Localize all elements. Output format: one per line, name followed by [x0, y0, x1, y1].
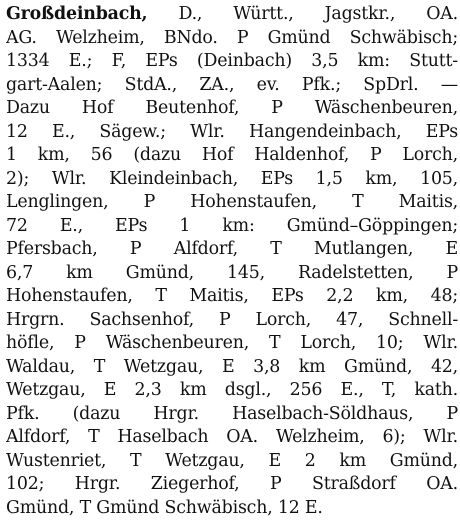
directory-entry [6, 3, 458, 520]
entry-line-14: Hrgrn. Sachsenhof, P Lorch, 47, Schnell- [6, 309, 458, 333]
entry-line-4: gart-Aalen; StdA., ZA., ev. Pfk.; SpDrl. — [6, 74, 458, 98]
entry-line-6: 12 E., Sägew.; Wlr. Hangendeinbach, EPs [6, 121, 458, 145]
entry-line-13: Hohenstaufen, T Maitis, EPs 2,2 km, 48; [6, 285, 458, 309]
entry-line-9: Lenglingen, P Hohenstaufen, T Maitis, [6, 191, 458, 215]
entry-line-3: 1334 E.; F, EPs (Deinbach) 3,5 km: Stutt- [6, 50, 458, 74]
entry-line-15: höfle, P Wäschenbeuren, T Lorch, 10; Wlr. [6, 332, 458, 356]
entry-line-8: 2); Wlr. Kleindeinbach, EPs 1,5 km, 105, [6, 168, 458, 192]
entry-line-17: Wetzgau, E 2,3 km dsgl., 256 E., T, kath. [6, 379, 458, 403]
entry-line-1-text: D., Württ., Jagstkr., OA. [147, 4, 458, 24]
entry-line-2: AG. Welzheim, BNdo. P Gmünd Schwäbisch; [6, 27, 458, 51]
entry-line-22: Gmünd, T Gmünd Schwäbisch, 12 E. [6, 497, 458, 520]
entry-line-20: Wustenriet, T Wetzgau, E 2 km Gmünd, [6, 450, 458, 474]
entry-line-7: 1 km, 56 (dazu Hof Haldenhof, P Lorch, [6, 144, 458, 168]
entry-line-21: 102; Hrgr. Ziegerhof, P Straßdorf OA. [6, 473, 458, 497]
entry-line-16: Waldau, T Wetzgau, E 3,8 km Gmünd, 42, [6, 356, 458, 380]
entry-line-5: Dazu Hof Beutenhof, P Wäschenbeuren, [6, 97, 458, 121]
entry-line-10: 72 E., EPs 1 km: Gmünd–Göppingen; [6, 215, 458, 239]
entry-headword: Großdeinbach, [6, 4, 147, 24]
entry-line-11: Pfersbach, P Alfdorf, T Mutlangen, E [6, 238, 458, 262]
entry-line-18: Pfk. (dazu Hrgr. Haselbach-Söldhaus, P [6, 403, 458, 427]
entry-line-1 [6, 3, 458, 27]
entry-line-12: 6,7 km Gmünd, 145, Radelstetten, P [6, 262, 458, 286]
entry-line-19: Alfdorf, T Haselbach OA. Welzheim, 6); Wlr. [6, 426, 458, 450]
